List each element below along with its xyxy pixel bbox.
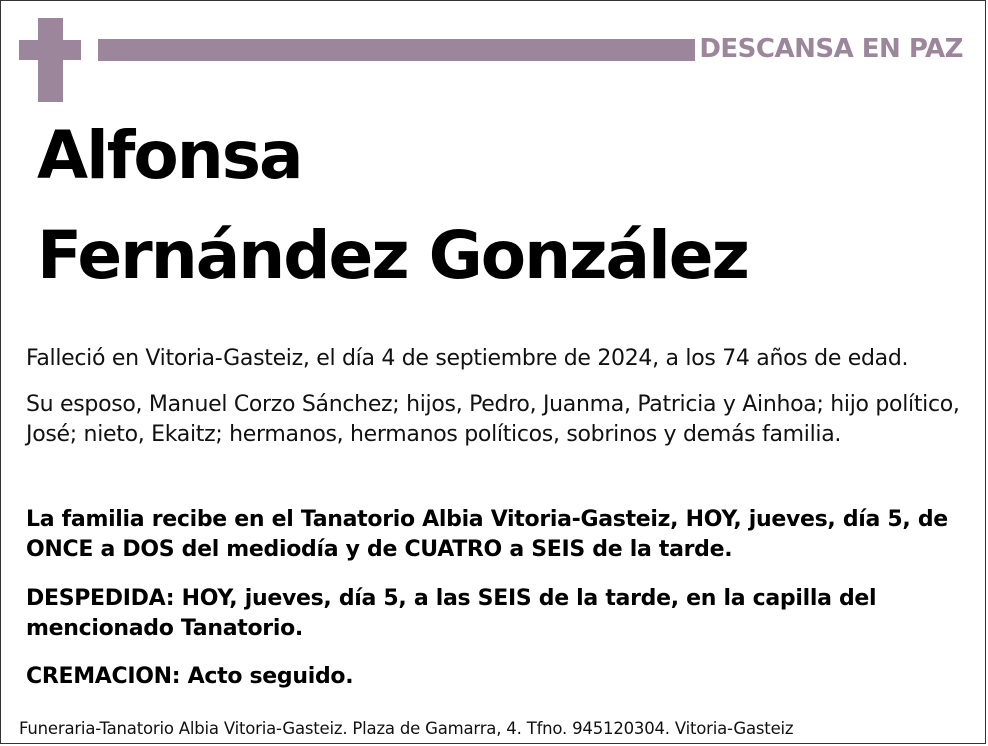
funeral-home-footer: Funeraria-Tanatorio Albia Vitoria-Gasteiz. Plaza de Gamarra, 4. Tfno. 945120304. Vitoria-Gasteiz (19, 719, 794, 738)
reception-info: La familia recibe en el Tanatorio Albia Vitoria-Gasteiz, HOY, jueves, día 5, de ONCE a DOS del mediodía y de CUATRO a SEIS de la tarde. (26, 507, 948, 562)
farewell-info: DESPEDIDA: HOY, jueves, día 5, a las SEIS de la tarde, en la capilla del mencionado Tanatorio. (26, 586, 877, 641)
death-notice: Falleció en Vitoria-Gasteiz, el día 4 de septiembre de 2024, a los 74 años de edad. (26, 346, 909, 371)
deceased-surnames: Fernández González (37, 217, 748, 294)
family-list: Su esposo, Manuel Corzo Sánchez; hijos, Pedro, Juanma, Patricia y Ainhoa; hijo político, José; nieto, Ekaitz; hermanos, hermanos políticos, sobrinos y demás familia. (26, 392, 960, 447)
header-label: DESCANSA EN PAZ (699, 34, 963, 64)
deceased-first-name: Alfonsa (37, 117, 302, 194)
cremation-info: CREMACION: Acto seguido. (26, 664, 354, 689)
cross-icon (38, 18, 63, 102)
cross-icon-crossbar (19, 40, 81, 60)
header-bar (98, 39, 695, 61)
